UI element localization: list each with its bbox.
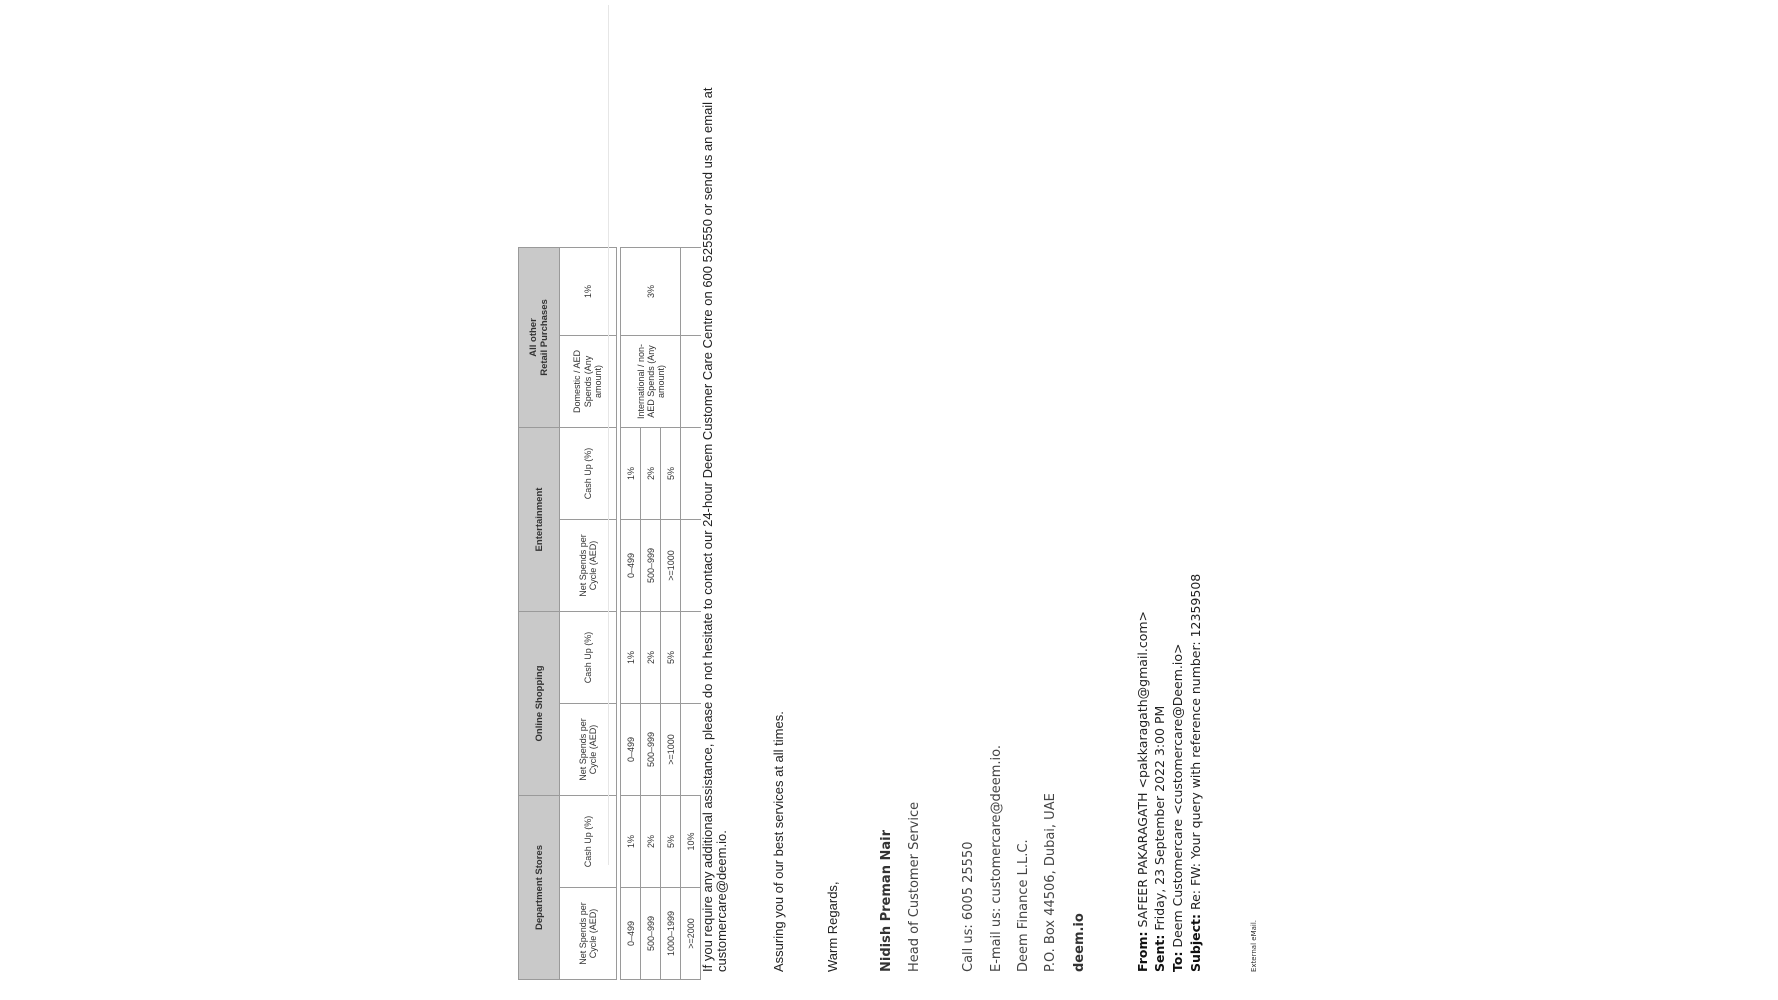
table-cell-empty <box>681 428 701 520</box>
table-cell-empty <box>681 247 701 335</box>
signature-call: Call us: 6005 25550 <box>961 841 976 972</box>
table-row <box>681 247 701 979</box>
table-cell-empty <box>681 336 701 428</box>
cell-international-rate: 3% <box>621 247 681 335</box>
col-header-net-spends: Net Spends per Cycle (AED) <box>560 520 617 612</box>
col-header-net-spends: Net Spends per Cycle (AED) <box>560 888 617 980</box>
table-cell: 2% <box>641 612 661 704</box>
signature-name: Nidish Preman Nair <box>879 830 894 972</box>
table-row <box>621 247 641 979</box>
group-header-department-stores: Department Stores <box>519 796 560 980</box>
table-cell: >=2000 <box>681 888 701 980</box>
group-header-entertainment: Entertainment <box>519 428 560 612</box>
cash-up-rates-table <box>518 247 701 980</box>
assistance-text-line-2: customercare@deem.io. <box>714 830 729 972</box>
table-cell: 0–499 <box>621 520 641 612</box>
table-cell: 500–999 <box>641 888 661 980</box>
cell-domestic-rate: 1% <box>560 247 617 335</box>
warm-regards: Warm Regards, <box>825 881 840 972</box>
table-cell-empty <box>681 612 701 704</box>
email-separator <box>608 5 609 865</box>
table-cell: 2% <box>641 428 661 520</box>
table-cell: 1% <box>621 612 641 704</box>
table-cell: 2% <box>641 796 661 888</box>
table-cell: 1% <box>621 796 641 888</box>
table-cell-empty <box>681 704 701 796</box>
table-cell: >=1000 <box>661 704 681 796</box>
sent-value: Friday, 23 September 2022 3:00 PM <box>1152 705 1167 931</box>
to-label: To: <box>1170 951 1185 972</box>
col-header-cash-up: Cash Up (%) <box>560 612 617 704</box>
table-cell-empty <box>681 520 701 612</box>
table-cell: 0–499 <box>621 888 641 980</box>
col-header-cash-up: Cash Up (%) <box>560 428 617 520</box>
external-email-note: External eMail. <box>1250 919 1258 972</box>
email-from-line <box>1135 611 1150 972</box>
table-cell: 5% <box>661 796 681 888</box>
signature-site: deem.io <box>1072 913 1087 972</box>
table-cell: 1000–1999 <box>661 888 681 980</box>
table-cell: >=1000 <box>661 520 681 612</box>
cell-international-spends: International / non-AED Spends (Any amount) <box>621 336 681 428</box>
table-cell: 500–999 <box>641 704 661 796</box>
group-header-online-shopping: Online Shopping <box>519 612 560 796</box>
assuring-text: Assuring you of our best services at all times. <box>771 711 786 972</box>
email-subject-line <box>1188 574 1203 972</box>
signature-company: Deem Finance L.L.C. <box>1016 839 1031 972</box>
from-value: SAFEER PAKARAGATH <pakkaragath@gmail.com> <box>1135 610 1150 928</box>
col-header-domestic-spends: Domestic / AED Spends (Any amount) <box>560 336 617 428</box>
table-cell: 5% <box>661 428 681 520</box>
table-cell: 0–499 <box>621 704 641 796</box>
from-label: From: <box>1135 931 1150 972</box>
signature-address: P.O. Box 44506, Dubai, UAE <box>1043 793 1058 972</box>
signature-email: E-mail us: customercare@deem.io. <box>989 744 1004 972</box>
email-to-line <box>1170 644 1185 973</box>
signature-title: Head of Customer Service <box>907 801 922 972</box>
subject-label: Subject: <box>1188 914 1203 972</box>
col-header-cash-up: Cash Up (%) <box>560 796 617 888</box>
col-header-net-spends: Net Spends per Cycle (AED) <box>560 704 617 796</box>
email-sent-line <box>1152 706 1167 972</box>
group-header-other-retail: All other Retail Purchases <box>519 247 560 427</box>
sent-label: Sent: <box>1152 934 1167 972</box>
to-value: Deem Customercare <customercare@Deem.io> <box>1170 643 1185 948</box>
subject-value: Re: FW: Your query with reference number: 12359508 <box>1188 573 1203 911</box>
table-cell: 500–999 <box>641 520 661 612</box>
table-cell: 10% <box>681 796 701 888</box>
table-cell: 5% <box>661 612 681 704</box>
assistance-text-line-1: If you require any additional assistance, please do not hesitate to contact our 24-hour Deem Customer Care Centre on 600 525550 or send us an email at <box>700 87 715 972</box>
table-cell: 1% <box>621 428 641 520</box>
